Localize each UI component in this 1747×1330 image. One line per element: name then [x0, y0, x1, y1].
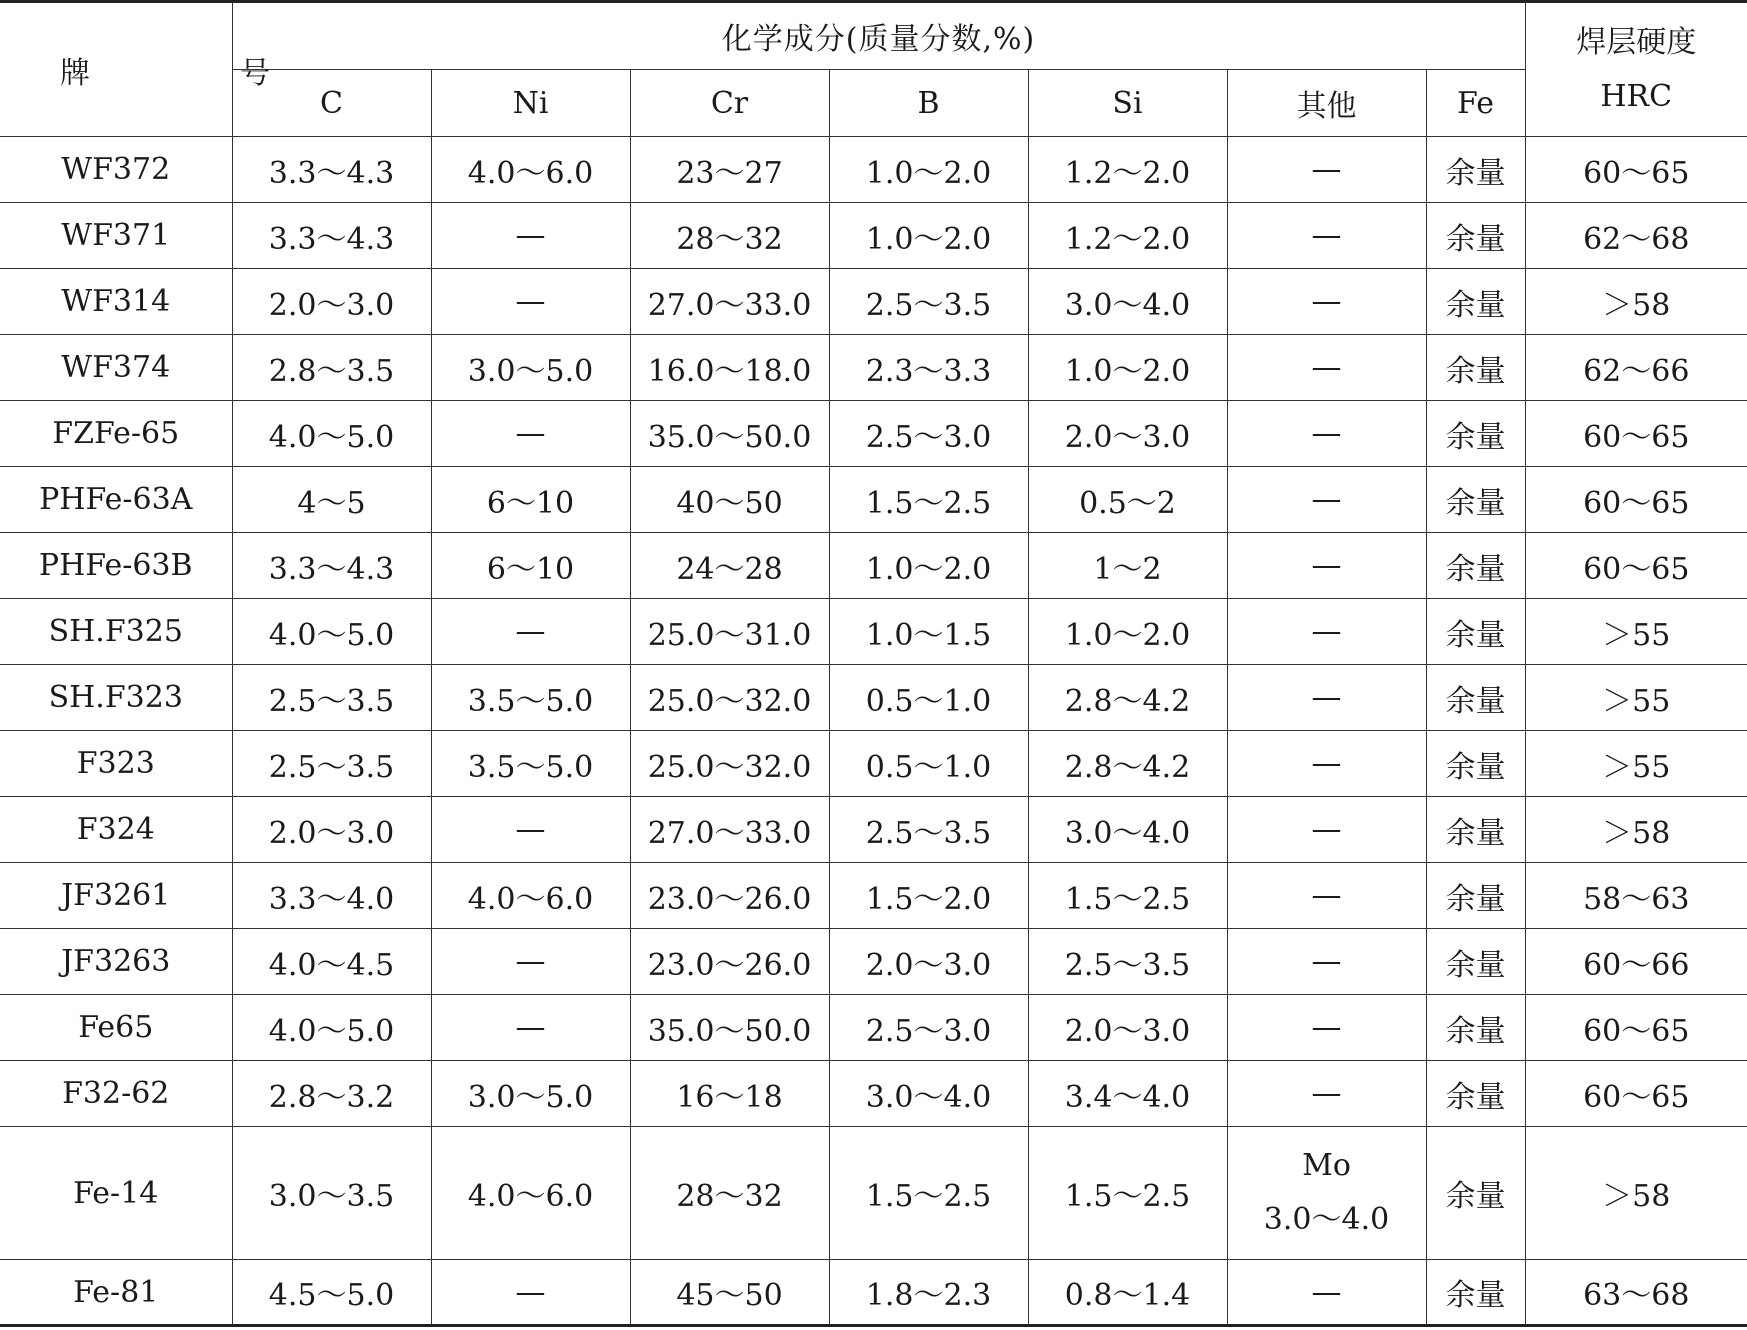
cell-fe: 余量: [1426, 665, 1525, 731]
cell-other: —: [1227, 335, 1426, 401]
cell-other-range: 3.0～4.0: [1263, 1202, 1390, 1237]
cell-fe: 余量: [1426, 1061, 1525, 1127]
cell-ni: —: [431, 401, 630, 467]
header-element-cr: Cr: [630, 70, 829, 137]
cell-b: 1.5～2.5: [829, 467, 1028, 533]
header-grade: [0, 2, 330, 137]
header-hardness-line2: HRC: [1600, 78, 1673, 114]
cell-other: —: [1227, 797, 1426, 863]
cell-other: —: [1227, 929, 1426, 995]
cell-grade: WF371: [0, 203, 232, 269]
table-row: [0, 599, 1747, 665]
cell-cr: 28～32: [630, 1127, 829, 1260]
cell-b: 2.5～3.0: [829, 995, 1028, 1061]
cell-b: 2.5～3.5: [829, 269, 1028, 335]
cell-fe: 余量: [1426, 1260, 1525, 1326]
cell-ni: 3.5～5.0: [431, 665, 630, 731]
cell-other: —: [1227, 665, 1426, 731]
cell-fe: 余量: [1426, 929, 1525, 995]
cell-ni: —: [431, 929, 630, 995]
cell-c: 3.0～3.5: [232, 1127, 431, 1260]
cell-si: 2.8～4.2: [1028, 665, 1227, 731]
cell-b: 1.0～2.0: [829, 533, 1028, 599]
header-element-other: 其他: [1227, 70, 1426, 137]
cell-ni: —: [431, 203, 630, 269]
cell-other: —: [1227, 731, 1426, 797]
header-element-c: C: [232, 70, 431, 137]
cell-grade: Fe65: [0, 995, 232, 1061]
cell-si: 1.5～2.5: [1028, 863, 1227, 929]
cell-cr: 40～50: [630, 467, 829, 533]
cell-cr: 35.0～50.0: [630, 995, 829, 1061]
header-grade-label: 牌 号: [60, 55, 330, 91]
cell-c: 2.0～3.0: [232, 269, 431, 335]
cell-other: [1227, 1127, 1426, 1260]
cell-fe: 余量: [1426, 203, 1525, 269]
cell-cr: 28～32: [630, 203, 829, 269]
cell-other: —: [1227, 467, 1426, 533]
cell-fe: 余量: [1426, 533, 1525, 599]
table-row: [0, 533, 1747, 599]
cell-b: 3.0～4.0: [829, 1061, 1028, 1127]
cell-ni: —: [431, 1260, 630, 1326]
cell-other: —: [1227, 401, 1426, 467]
cell-c: 3.3～4.3: [232, 203, 431, 269]
cell-b: 1.8～2.3: [829, 1260, 1028, 1326]
cell-hrc: 58～63: [1525, 863, 1747, 929]
cell-fe: 余量: [1426, 335, 1525, 401]
cell-fe: 余量: [1426, 137, 1525, 203]
cell-hrc: 60～65: [1525, 137, 1747, 203]
cell-b: 1.0～1.5: [829, 599, 1028, 665]
cell-hrc: ＞55: [1525, 665, 1747, 731]
cell-si: 1.5～2.5: [1028, 1127, 1227, 1260]
cell-other: —: [1227, 203, 1426, 269]
cell-fe: 余量: [1426, 1127, 1525, 1260]
cell-si: 2.8～4.2: [1028, 731, 1227, 797]
cell-cr: 27.0～33.0: [630, 269, 829, 335]
cell-ni: —: [431, 797, 630, 863]
cell-hrc: 62～68: [1525, 203, 1747, 269]
cell-c: 4.0～5.0: [232, 401, 431, 467]
table-row: [0, 269, 1747, 335]
cell-b: 1.5～2.5: [829, 1127, 1028, 1260]
cell-cr: 45～50: [630, 1260, 829, 1326]
cell-ni: 4.0～6.0: [431, 1127, 630, 1260]
table-row: [0, 863, 1747, 929]
table-row: [0, 335, 1747, 401]
cell-c: 3.3～4.0: [232, 863, 431, 929]
cell-si: 1.2～2.0: [1028, 203, 1227, 269]
cell-cr: 23～27: [630, 137, 829, 203]
header-hardness: [1525, 2, 1747, 137]
cell-other: —: [1227, 1260, 1426, 1326]
cell-c: 2.5～3.5: [232, 731, 431, 797]
cell-cr: 27.0～33.0: [630, 797, 829, 863]
cell-si: 1～2: [1028, 533, 1227, 599]
cell-cr: 25.0～31.0: [630, 599, 829, 665]
cell-other: —: [1227, 533, 1426, 599]
cell-b: 0.5～1.0: [829, 665, 1028, 731]
cell-hrc: ＞58: [1525, 269, 1747, 335]
cell-hrc: ＞55: [1525, 599, 1747, 665]
cell-grade: PHFe-63A: [0, 467, 232, 533]
cell-ni: 3.0～5.0: [431, 1061, 630, 1127]
cell-ni: 3.0～5.0: [431, 335, 630, 401]
table-row: [0, 929, 1747, 995]
cell-si: 3.4～4.0: [1028, 1061, 1227, 1127]
cell-b: 1.5～2.0: [829, 863, 1028, 929]
cell-grade: Fe-81: [0, 1260, 232, 1326]
cell-si: 1.0～2.0: [1028, 335, 1227, 401]
header-element-b: B: [829, 70, 1028, 137]
table-row: [0, 1260, 1747, 1326]
cell-ni: 4.0～6.0: [431, 137, 630, 203]
cell-si: 1.0～2.0: [1028, 599, 1227, 665]
cell-fe: 余量: [1426, 797, 1525, 863]
cell-hrc: 60～65: [1525, 1061, 1747, 1127]
cell-b: 2.5～3.0: [829, 401, 1028, 467]
cell-other: —: [1227, 269, 1426, 335]
cell-ni: —: [431, 269, 630, 335]
cell-si: 3.0～4.0: [1028, 797, 1227, 863]
cell-ni: 4.0～6.0: [431, 863, 630, 929]
table-row: [0, 1061, 1747, 1127]
cell-c: 4～5: [232, 467, 431, 533]
cell-b: 0.5～1.0: [829, 731, 1028, 797]
cell-hrc: ＞58: [1525, 797, 1747, 863]
table-row: [0, 137, 1747, 203]
cell-c: 4.5～5.0: [232, 1260, 431, 1326]
table-row: [0, 1127, 1747, 1260]
cell-grade: WF374: [0, 335, 232, 401]
cell-cr: 25.0～32.0: [630, 665, 829, 731]
cell-other: —: [1227, 863, 1426, 929]
cell-grade: F323: [0, 731, 232, 797]
cell-cr: 25.0～32.0: [630, 731, 829, 797]
cell-fe: 余量: [1426, 467, 1525, 533]
cell-other-element: Mo: [1302, 1148, 1351, 1183]
cell-fe: 余量: [1426, 863, 1525, 929]
cell-grade: Fe-14: [0, 1127, 232, 1260]
cell-si: 0.8～1.4: [1028, 1260, 1227, 1326]
table-row: [0, 401, 1747, 467]
cell-other: —: [1227, 995, 1426, 1061]
table-row: [0, 797, 1747, 863]
cell-grade: WF372: [0, 137, 232, 203]
cell-fe: 余量: [1426, 731, 1525, 797]
cell-cr: 23.0～26.0: [630, 863, 829, 929]
cell-b: 1.0～2.0: [829, 203, 1028, 269]
cell-grade: SH.F325: [0, 599, 232, 665]
cell-ni: 3.5～5.0: [431, 731, 630, 797]
cell-fe: 余量: [1426, 995, 1525, 1061]
cell-grade: SH.F323: [0, 665, 232, 731]
cell-c: 4.0～5.0: [232, 995, 431, 1061]
cell-si: 3.0～4.0: [1028, 269, 1227, 335]
cell-hrc: 62～66: [1525, 335, 1747, 401]
cell-ni: 6～10: [431, 533, 630, 599]
cell-cr: 24～28: [630, 533, 829, 599]
cell-grade: JF3261: [0, 863, 232, 929]
cell-si: 2.0～3.0: [1028, 995, 1227, 1061]
cell-ni: —: [431, 995, 630, 1061]
cell-si: 0.5～2: [1028, 467, 1227, 533]
cell-si: 2.0～3.0: [1028, 401, 1227, 467]
table-row: [0, 467, 1747, 533]
cell-cr: 23.0～26.0: [630, 929, 829, 995]
cell-other: —: [1227, 1061, 1426, 1127]
cell-c: 3.3～4.3: [232, 533, 431, 599]
cell-fe: 余量: [1426, 269, 1525, 335]
cell-b: 2.3～3.3: [829, 335, 1028, 401]
cell-hrc: 60～65: [1525, 995, 1747, 1061]
cell-b: 1.0～2.0: [829, 137, 1028, 203]
cell-si: 1.2～2.0: [1028, 137, 1227, 203]
cell-grade: JF3263: [0, 929, 232, 995]
table-row: [0, 995, 1747, 1061]
cell-si: 2.5～3.5: [1028, 929, 1227, 995]
cell-grade: PHFe-63B: [0, 533, 232, 599]
cell-grade: FZFe-65: [0, 401, 232, 467]
cell-c: 2.8～3.5: [232, 335, 431, 401]
cell-ni: —: [431, 599, 630, 665]
cell-grade: F324: [0, 797, 232, 863]
table-row: [0, 203, 1747, 269]
table-row: [0, 665, 1747, 731]
cell-cr: 16～18: [630, 1061, 829, 1127]
header-element-si: Si: [1028, 70, 1227, 137]
cell-c: 2.5～3.5: [232, 665, 431, 731]
cell-b: 2.0～3.0: [829, 929, 1028, 995]
table-body: [0, 137, 1747, 1326]
cell-fe: 余量: [1426, 401, 1525, 467]
cell-hrc: ＞58: [1525, 1127, 1747, 1260]
header-hardness-line1: 焊层硬度: [1576, 24, 1697, 60]
cell-c: 4.0～4.5: [232, 929, 431, 995]
cell-c: 2.0～3.0: [232, 797, 431, 863]
cell-hrc: 60～65: [1525, 533, 1747, 599]
cell-grade: F32-62: [0, 1061, 232, 1127]
table-row: [0, 731, 1747, 797]
cell-hrc: 60～66: [1525, 929, 1747, 995]
cell-hrc: 60～65: [1525, 467, 1747, 533]
cell-grade: WF314: [0, 269, 232, 335]
cell-c: 4.0～5.0: [232, 599, 431, 665]
header-element-fe: Fe: [1426, 70, 1525, 137]
header-element-ni: Ni: [431, 70, 630, 137]
cell-c: 2.8～3.2: [232, 1061, 431, 1127]
cell-ni: 6～10: [431, 467, 630, 533]
cell-hrc: 63～68: [1525, 1260, 1747, 1326]
cell-fe: 余量: [1426, 599, 1525, 665]
cell-cr: 16.0～18.0: [630, 335, 829, 401]
cell-other: —: [1227, 599, 1426, 665]
cell-c: 3.3～4.3: [232, 137, 431, 203]
header-composition: 化学成分(质量分数,%): [232, 2, 1525, 70]
cell-hrc: ＞55: [1525, 731, 1747, 797]
cell-other: —: [1227, 137, 1426, 203]
cell-b: 2.5～3.5: [829, 797, 1028, 863]
cell-cr: 35.0～50.0: [630, 401, 829, 467]
cell-hrc: 60～65: [1525, 401, 1747, 467]
